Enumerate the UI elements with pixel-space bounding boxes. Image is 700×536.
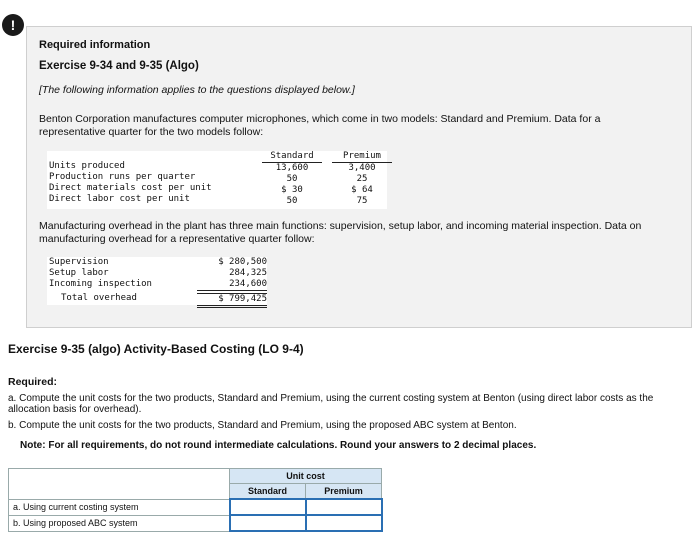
corner-cell (9, 469, 230, 500)
cell: 13,600 (275, 163, 309, 173)
intro-paragraph: Benton Corporation manufactures computer microphones, which come in two models: Standard and Premium. Data for a representative quarter for the two models follow: (39, 113, 601, 138)
row-label: Production runs per quarter (49, 172, 196, 182)
answer-table (8, 468, 383, 532)
standard-abc-cell[interactable] (230, 515, 306, 531)
table-row (9, 499, 382, 515)
cell: 50 (286, 196, 298, 206)
question-a: a. Compute the unit costs for the two products, Standard and Premium, using the current costing system at Benton (using direct labor costs as the allocation basis for overhead). (8, 393, 654, 415)
total-value: $ 799,425 (197, 293, 267, 308)
cell: 25 (356, 174, 368, 184)
alert-icon: ! (2, 14, 24, 36)
cell: 75 (356, 196, 368, 206)
overhead-paragraph: Manufacturing overhead in the plant has three main functions: supervision, setup labor, and incoming material inspection. Data on manufacturing overhead for a representative quarter follow: (39, 220, 642, 245)
row-label: Setup labor (49, 268, 109, 278)
cell: $ 64 (351, 185, 373, 195)
product-data-labels (49, 161, 212, 205)
unit-cost-header: Unit cost (230, 469, 382, 484)
standard-abc-input[interactable] (235, 516, 301, 530)
overhead-labels (49, 257, 152, 304)
question-b: b. Compute the unit costs for the two products, Standard and Premium, using the proposed ABC system at Benton. (8, 420, 517, 431)
row-label: Direct materials cost per unit (49, 183, 212, 193)
row-label: Supervision (49, 257, 109, 267)
standard-header: Standard (230, 484, 306, 500)
table-row (9, 515, 382, 531)
cell: 50 (286, 174, 298, 184)
product-data-table (47, 151, 387, 209)
cell: $ 30 (281, 185, 303, 195)
required-information-panel (26, 26, 692, 328)
row-label: Direct labor cost per unit (49, 194, 190, 204)
info-note: [The following information applies to the questions displayed below.] (39, 84, 355, 96)
premium-header: Premium (306, 484, 382, 500)
row-b-label: b. Using proposed ABC system (9, 515, 230, 531)
required-label: Required: (8, 376, 58, 388)
premium-header: Premium (332, 151, 392, 163)
question-note: Note: For all requirements, do not round intermediate calculations. Round your answers to 2 decimal places. (20, 440, 537, 451)
section-title: Exercise 9-35 (algo) Activity-Based Costing (LO 9-4) (8, 342, 304, 356)
table-row (9, 469, 382, 484)
cell: 234,600 (197, 279, 267, 291)
premium-current-input[interactable] (311, 500, 377, 514)
overhead-table (47, 257, 267, 305)
exercise-title: Exercise 9-34 and 9-35 (Algo) (39, 60, 199, 72)
cell: 284,325 (229, 268, 267, 278)
premium-column (332, 151, 392, 207)
cell: 3,400 (348, 163, 376, 173)
premium-abc-cell[interactable] (306, 515, 382, 531)
row-label: Incoming inspection (49, 279, 152, 289)
total-label: Total overhead (61, 293, 137, 303)
row-a-label: a. Using current costing system (9, 499, 230, 515)
row-label: Units produced (49, 161, 125, 171)
standard-header: Standard (262, 151, 322, 163)
required-information-heading: Required information (39, 39, 151, 51)
premium-abc-input[interactable] (311, 516, 377, 530)
standard-current-cell[interactable] (230, 499, 306, 515)
overhead-values (197, 257, 267, 308)
standard-current-input[interactable] (235, 500, 301, 514)
cell: $ 280,500 (218, 257, 267, 267)
premium-current-cell[interactable] (306, 499, 382, 515)
standard-column (262, 151, 322, 207)
